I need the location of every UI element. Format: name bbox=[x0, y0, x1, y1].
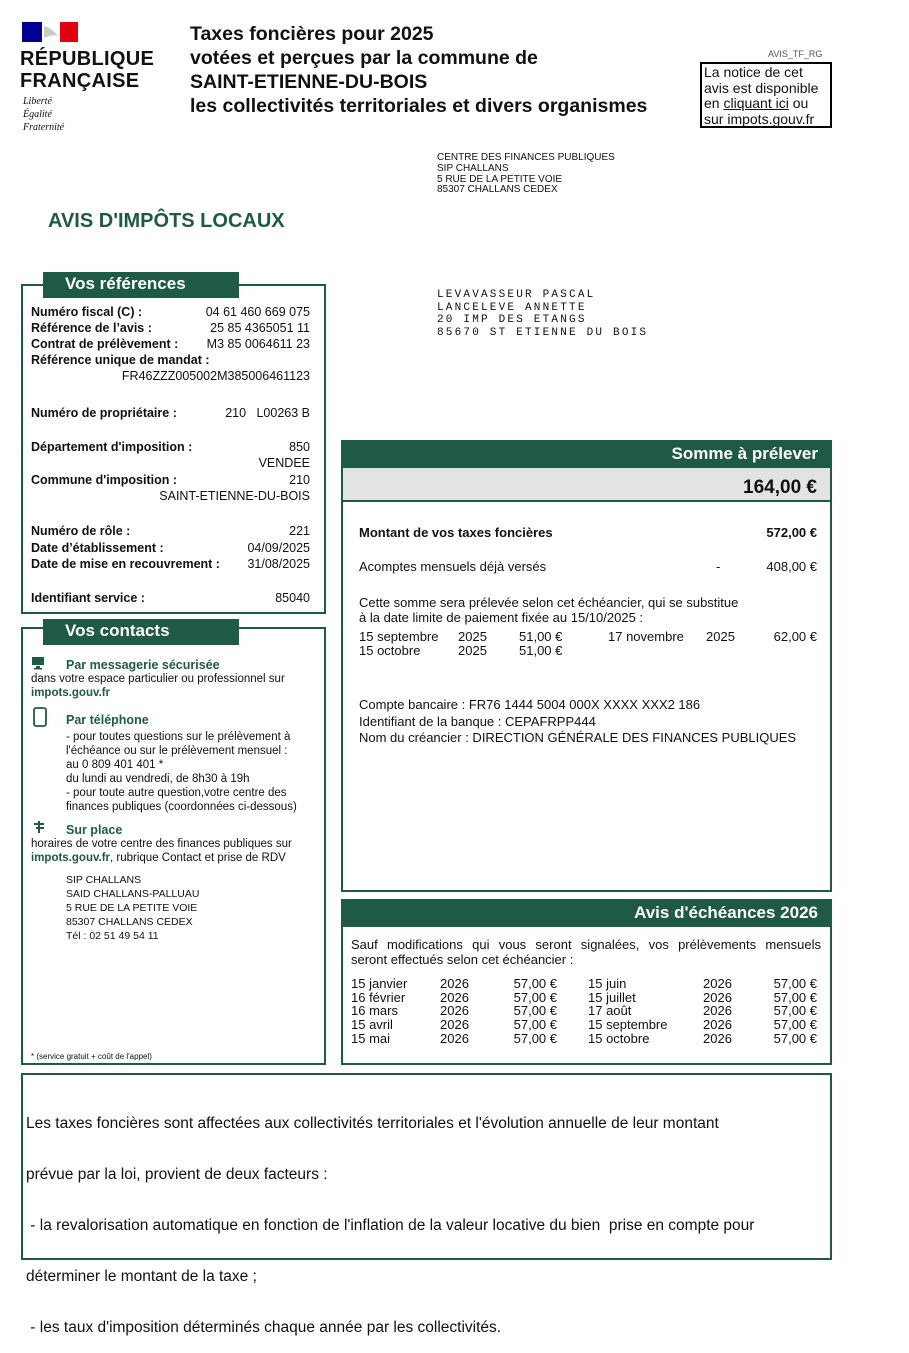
phone-icon bbox=[33, 707, 47, 727]
centre-address-line: SAID CHALLANS-PALLUAU bbox=[66, 888, 200, 900]
echeance-month: 15 septembre bbox=[588, 1017, 668, 1033]
acomptes-sign: - bbox=[716, 559, 721, 574]
logo-line1: RÉPUBLIQUE bbox=[20, 48, 155, 70]
montant-value: 572,00 € bbox=[766, 525, 817, 540]
mandat-value: FR46ZZZ005002M385006461123 bbox=[121, 369, 310, 383]
echeance-year: 2026 bbox=[703, 1030, 732, 1046]
echeance-amount: 57,00 € bbox=[513, 1017, 557, 1033]
etablissement-value: 04/09/2025 bbox=[247, 541, 310, 555]
echeance-month: 16 mars bbox=[351, 1003, 398, 1019]
references-title: Vos références bbox=[43, 272, 239, 298]
telephone-line: - pour toute autre question,votre centre des bbox=[66, 787, 287, 799]
notice-line: La notice de cet bbox=[704, 64, 803, 80]
surplace-title: Sur place bbox=[66, 823, 123, 837]
surplace-text: , rubrique Contact et prise de RDV bbox=[110, 852, 286, 864]
header-title-line: SAINT-ETIENNE-DU-BOIS bbox=[190, 71, 428, 93]
echeance-month: 15 mai bbox=[351, 1030, 391, 1046]
nom-creancier: Nom du créancier : DIRECTION GÉNÉRALE DES FINANCES PUBLIQUES bbox=[359, 730, 797, 745]
role-label: Numéro de rôle : bbox=[31, 524, 131, 538]
telephone-title: Par téléphone bbox=[66, 713, 149, 727]
telephone-line: finances publiques (coordonnées ci-dessous) bbox=[66, 801, 297, 813]
header-title bbox=[190, 22, 647, 118]
location-icon bbox=[33, 820, 47, 834]
header-title-line: Taxes foncières pour 2025 bbox=[190, 23, 434, 45]
telephone-line: - pour toutes questions sur le prélèvement à bbox=[66, 731, 291, 743]
echeance-year: 2026 bbox=[440, 1030, 469, 1046]
notice-line: avis est disponible bbox=[704, 79, 819, 96]
telephone-line: l'échéance ou sur le prélèvement mensuel : bbox=[66, 745, 288, 757]
echeance-amount: 57,00 € bbox=[513, 976, 557, 991]
notice-text: en bbox=[704, 95, 724, 111]
recouvrement-label: Date de mise en recouvrement : bbox=[31, 557, 220, 571]
echeance-year: 2026 bbox=[440, 976, 469, 991]
footnote: * (service gratuit + coût de l'appel) bbox=[31, 1052, 152, 1061]
echeance-month: 17 août bbox=[588, 1003, 632, 1019]
echeance-month: 15 octobre bbox=[588, 1030, 650, 1046]
surplace-link[interactable]: impots.gouv.fr bbox=[31, 852, 111, 864]
echeance-year: 2026 bbox=[703, 1003, 732, 1019]
echeance-month: 15 juin bbox=[588, 976, 627, 991]
centre-address-line: 5 RUE DE LA PETITE VOIE bbox=[66, 902, 198, 914]
notice-text: ou bbox=[788, 95, 809, 111]
header-title-line: votées et perçues par la commune de bbox=[190, 47, 538, 69]
info-text bbox=[26, 1081, 754, 1353]
echeance-month: 15 avril bbox=[351, 1017, 393, 1033]
commune-label: Commune d'imposition : bbox=[31, 473, 178, 487]
echeance-amount: 57,00 € bbox=[773, 1030, 817, 1046]
centre-phone: Tél : 02 51 49 54 11 bbox=[66, 930, 159, 942]
schedule-row bbox=[359, 629, 439, 644]
schedule-intro-line: Cette somme sera prélevée selon cet échéancier, qui se substitue bbox=[359, 595, 739, 610]
info-line: Les taxes foncières sont affectées aux collectivités territoriales et l'évolution annuelle de leur montant bbox=[26, 1115, 719, 1132]
schedule-month: 17 novembre bbox=[608, 629, 684, 644]
role-value: 221 bbox=[289, 524, 310, 538]
recipient-line: 85670 ST ETIENNE DU BOIS bbox=[437, 326, 649, 339]
echeances-intro-line: seront effectués selon cet échéancier : bbox=[351, 951, 574, 967]
departement-name: VENDEE bbox=[258, 456, 310, 470]
somme-panel bbox=[341, 440, 832, 892]
departement-code: 850 bbox=[289, 440, 310, 454]
echeance-amount: 57,00 € bbox=[513, 1003, 557, 1019]
echeances-title: Avis d'échéances 2026 bbox=[341, 899, 832, 927]
commune-name: SAINT-ETIENNE-DU-BOIS bbox=[159, 489, 310, 503]
contacts-title: Vos contacts bbox=[43, 619, 239, 645]
logo-motto1: Liberté bbox=[23, 96, 52, 107]
recipient-address bbox=[437, 289, 648, 339]
echeances-intro bbox=[351, 938, 821, 967]
header-title-line: les collectivités territoriales et divers organismes bbox=[190, 95, 648, 117]
marianne-logo bbox=[20, 20, 155, 138]
echeance-year: 2026 bbox=[703, 976, 732, 991]
echeance-month: 15 juillet bbox=[588, 989, 636, 1005]
mandat-label: Référence unique de mandat : bbox=[31, 353, 210, 367]
schedule-year: 2025 bbox=[458, 643, 487, 658]
numero-fiscal-value: 04 61 460 669 075 bbox=[205, 305, 310, 319]
echeance-year: 2026 bbox=[440, 1017, 469, 1033]
contrat-value: M3 85 0064611 23 bbox=[206, 337, 310, 351]
info-line: prévue par la loi, provient de deux facteurs : bbox=[26, 1166, 328, 1183]
info-line: - la revalorisation automatique en fonction de l'inflation de la valeur locative du bien prise en compte pour bbox=[26, 1217, 755, 1234]
sender-line: 85307 CHALLANS CEDEX bbox=[437, 184, 558, 196]
echeance-amount: 57,00 € bbox=[773, 976, 817, 991]
echeance-month: 16 février bbox=[351, 989, 406, 1005]
recipient-line: LEVAVASSEUR PASCAL bbox=[437, 289, 596, 301]
echeance-amount: 57,00 € bbox=[773, 1003, 817, 1019]
document-title: AVIS D'IMPÔTS LOCAUX bbox=[48, 210, 285, 232]
schedule-month: 15 septembre bbox=[359, 629, 439, 644]
schedule-year: 2025 bbox=[706, 629, 735, 644]
somme-title: Somme à prélever bbox=[341, 440, 832, 468]
logo-motto3: Fraternité bbox=[23, 122, 65, 133]
schedule-amount: 51,00 € bbox=[519, 643, 563, 658]
schedule-intro-line: à la date limite de paiement fixée au 15/10/2025 : bbox=[359, 609, 644, 625]
proprietaire-value: 210 L00263 B bbox=[225, 406, 310, 420]
departement-label: Département d'imposition : bbox=[31, 440, 193, 454]
notice-box[interactable] bbox=[700, 62, 832, 128]
recouvrement-value: 31/08/2025 bbox=[247, 557, 310, 571]
centre-address-line: 85307 CHALLANS CEDEX bbox=[66, 916, 193, 928]
flag-icon bbox=[22, 22, 78, 44]
phone-number: au 0 809 401 401 * bbox=[66, 759, 164, 771]
commune-code: 210 bbox=[289, 473, 310, 487]
numero-fiscal-label: Numéro fiscal (C) : bbox=[31, 305, 143, 319]
montant-label: Montant de vos taxes foncières bbox=[359, 525, 553, 540]
computer-icon bbox=[31, 656, 45, 670]
identifiant-banque: Identifiant de la banque : CEPAFRPP444 bbox=[359, 713, 596, 729]
echeance-year: 2026 bbox=[703, 989, 732, 1005]
messagerie-title: Par messagerie sécurisée bbox=[66, 658, 220, 672]
sender-line: SIP CHALLANS bbox=[437, 162, 509, 174]
schedule-amount: 62,00 € bbox=[773, 629, 817, 644]
schedule-year: 2025 bbox=[458, 629, 487, 644]
surplace-text: horaires de votre centre des finances publiques sur bbox=[31, 838, 292, 850]
echeance-month: 15 janvier bbox=[351, 976, 408, 991]
messagerie-link[interactable]: impots.gouv.fr bbox=[31, 687, 111, 699]
compte-bancaire: Compte bancaire : FR76 1444 5004 000X XXXX XXX2 186 bbox=[359, 697, 701, 712]
notice-line bbox=[704, 96, 828, 112]
logo-line2: FRANÇAISE bbox=[20, 70, 140, 92]
notice-line: sur impots.gouv.fr bbox=[704, 110, 815, 127]
ref-avis-label: Référence de l’avis : bbox=[31, 321, 152, 335]
somme-amount: 164,00 € bbox=[743, 477, 817, 498]
telephone-text bbox=[66, 730, 297, 814]
centre-address bbox=[66, 873, 199, 943]
sender-address bbox=[437, 153, 615, 196]
logo-motto2: Égalité bbox=[23, 109, 52, 120]
proprietaire-label: Numéro de propriétaire : bbox=[31, 406, 177, 420]
recipient-line: 20 IMP DES ETANGS bbox=[437, 314, 587, 326]
info-line: déterminer le montant de la taxe ; bbox=[26, 1268, 257, 1285]
recipient-line: LANCELEVE ANNETTE bbox=[437, 301, 587, 314]
schedule-amount: 51,00 € bbox=[519, 629, 563, 644]
form-code: AVIS_TF_RG bbox=[768, 49, 823, 59]
telephone-line: du lundi au vendredi, de 8h30 à 19h bbox=[66, 773, 250, 785]
contrat-label: Contrat de prélèvement : bbox=[31, 337, 179, 351]
echeance-year: 2026 bbox=[703, 1017, 732, 1033]
echeance-year: 2026 bbox=[440, 989, 469, 1005]
schedule-month: 15 octobre bbox=[359, 643, 421, 658]
centre-address-line: SIP CHALLANS bbox=[66, 874, 142, 886]
acomptes-label: Acomptes mensuels déjà versés bbox=[359, 559, 547, 574]
messagerie-text: dans votre espace particulier ou professionnel sur bbox=[31, 673, 285, 685]
echeance-amount: 57,00 € bbox=[773, 989, 817, 1005]
bank-info bbox=[359, 697, 796, 747]
sender-line: 5 RUE DE LA PETITE VOIE bbox=[437, 173, 563, 185]
schedule-intro bbox=[359, 596, 738, 625]
surplace-line2 bbox=[31, 852, 286, 864]
echeance-amount: 57,00 € bbox=[773, 1017, 817, 1033]
ref-avis-value: 25 85 4365051 11 bbox=[210, 321, 310, 335]
notice-link[interactable]: cliquant ici bbox=[723, 95, 789, 111]
info-line: - les taux d'imposition déterminés chaque année par les collectivités. bbox=[26, 1319, 502, 1336]
service-label: Identifiant service : bbox=[31, 591, 145, 605]
echeances-intro-line: Sauf modifications qui vous seront signalées, vos prélèvements mensuels bbox=[351, 937, 821, 952]
echeance-amount: 57,00 € bbox=[513, 989, 557, 1005]
echeance-year: 2026 bbox=[440, 1003, 469, 1019]
echeance-amount: 57,00 € bbox=[513, 1030, 557, 1046]
etablissement-label: Date d’établissement : bbox=[31, 541, 164, 555]
service-value: 85040 bbox=[275, 591, 310, 605]
sender-line: CENTRE DES FINANCES PUBLIQUES bbox=[437, 152, 615, 163]
acomptes-value: 408,00 € bbox=[766, 559, 817, 574]
